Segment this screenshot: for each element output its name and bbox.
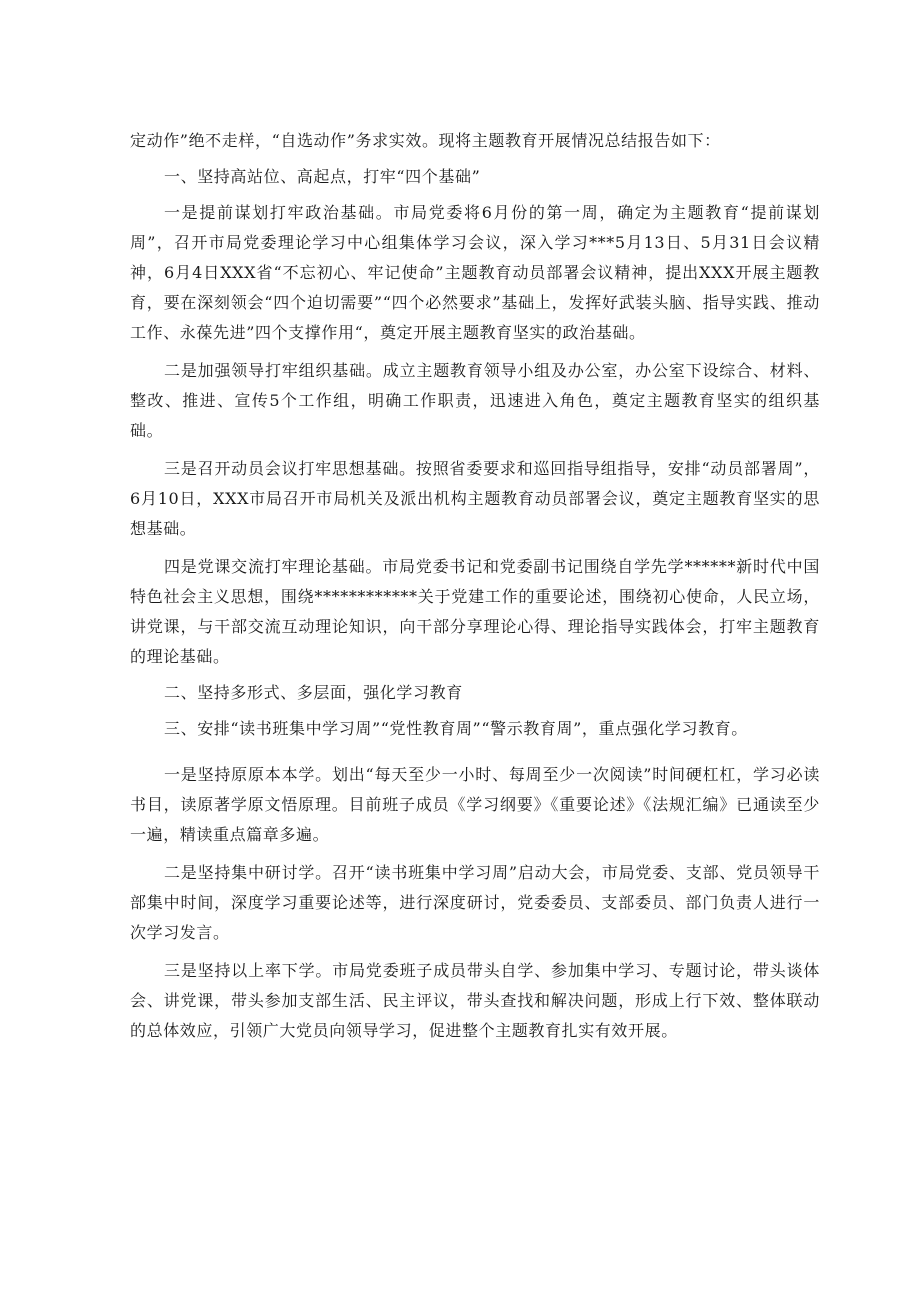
paragraph-political-foundation: 一是提前谋划打牢政治基础。市局党委将6月份的第一周，确定为主题教育“提前谋划周”，召开市局党委理论学习中心组集体学习会议，深入学习***5月13日、5月31日会议精神，6月4日XXX省“不忘初心、牢记使命”主题教育动员部署会议精神，提出XXX开展主题教育，要在深刻领会“四个迫切需要”“四个必然要求”基础上，发挥好武装头脑、指导实践、推动工作、永葆先进”四个支撑作用“，奠定开展主题教育坚实的政治基础。 [130,203,820,342]
paragraph-collective-discussion: 二是坚持集中研讨学。召开“读书班集中学习周”启动大会，市局党委、支部、党员领导干部集中时间，深度学习重要论述等，进行深度研讨，党委委员、支部委员、部门负责人进行一次学习发言。 [130,863,820,942]
paragraph-lead-by-example: 三是坚持以上率下学。市局党委班子成员带头自学、参加集中学习、专题讨论，带头谈体会、讲党课，带头参加支部生活、民主评议，带头查找和解决问题，形成上行下效、整体联动的总体效应，引领广大党员向领导学习，促进整个主题教育扎实有效开展。 [130,961,820,1040]
paragraph-ideological-foundation: 三是召开动员会议打牢思想基础。按照省委要求和巡回指导组指导，安排“动员部署周”，6月10日，XXX市局召开市局机关及派出机构主题教育动员部署会议，奠定主题教育坚实的思想基础。 [130,459,820,538]
document-body [130,126,820,1046]
section-heading-3: 三、安排“读书班集中学习周”“党性教育周”“警示教育周”，重点强化学习教育。 [164,719,748,738]
section-heading-2: 二、坚持多形式、多层面，强化学习教育 [164,683,463,702]
paragraph-theoretical-foundation: 四是党课交流打牢理论基础。市局党委书记和党委副书记围绕自学先学******新时代中国特色社会主义思想，围绕************关于党建工作的重要论述，围绕初心使命，人民立场，讲党课，与干部交流互动理论知识，向干部分享理论心得、理论指导实践体会，打牢主题教育的理论基础。 [130,557,820,666]
paragraph-intro-continuation: 定动作”绝不走样，“自选动作”务求实效。现将主题教育开展情况总结报告如下： [130,131,721,150]
section-heading-1: 一、坚持高站位、高起点，打牢“四个基础” [164,167,481,186]
paragraph-organizational-foundation: 二是加强领导打牢组织基础。成立主题教育领导小组及办公室，办公室下设综合、材料、整改、推进、宣传5个工作组，明确工作职责，迅速进入角色，奠定主题教育坚实的组织基础。 [130,361,820,440]
paragraph-study-original: 一是坚持原原本本学。划出“每天至少一小时、每周至少一次阅读”时间硬杠杠，学习必读书目，读原著学原文悟原理。目前班子成员《学习纲要》《重要论述》《法规汇编》已通读至少一遍，精读重点篇章多遍。 [130,765,820,844]
